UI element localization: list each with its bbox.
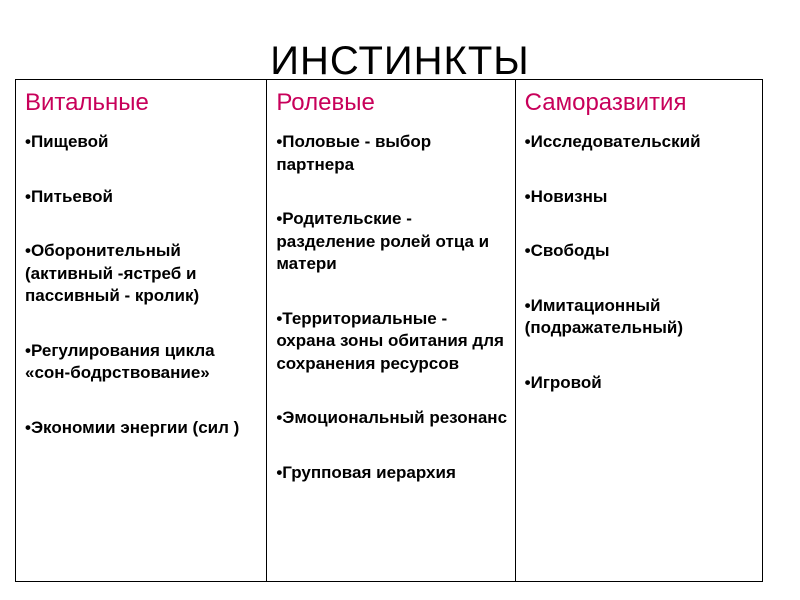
- bullet-icon: •: [524, 186, 531, 206]
- bullet-icon: •: [276, 408, 283, 427]
- list-item-text: Родительские - разделение ролей отца и матери: [276, 209, 490, 273]
- list-item: [276, 131, 514, 176]
- bullet-icon: •: [276, 209, 283, 228]
- list-item: [525, 240, 762, 263]
- list-item: [276, 308, 514, 376]
- list-item-text: Свободы: [530, 241, 610, 260]
- list-item-text: Территориальные - охрана зоны обитания для сохранения ресурсов: [276, 308, 504, 373]
- list-item-text: Регулирования цикла «сон-бодрствование»: [25, 340, 215, 382]
- bullet-icon: •: [276, 462, 283, 482]
- bullet-icon: •: [524, 295, 531, 315]
- list-item-text: Питьевой: [30, 186, 113, 206]
- bullet-icon: •: [25, 186, 31, 206]
- column-header-self-development: Саморазвития: [524, 89, 687, 116]
- list-item: [525, 186, 762, 209]
- bullet-icon: •: [25, 417, 31, 437]
- column-self-development: [515, 80, 762, 581]
- bullet-icon: •: [25, 241, 31, 260]
- list-item: [25, 186, 266, 209]
- list-item-text: Оборонительный (активный -ястреб и пассивный - кролик): [25, 241, 200, 305]
- list-item: [525, 131, 762, 154]
- list-item-text: Половые - выбор партнера: [276, 132, 432, 174]
- bullet-icon: •: [25, 340, 31, 360]
- column-header-vital: Витальные: [25, 89, 149, 116]
- bullet-icon: •: [25, 132, 31, 151]
- list-item-text: Групповая иерархия: [282, 462, 456, 482]
- list-item: [25, 240, 266, 308]
- column-header-role: Ролевые: [276, 89, 375, 116]
- vital-list: [25, 131, 266, 439]
- list-item: [25, 340, 266, 385]
- list-item-text: Имитационный (подражательный): [524, 295, 684, 337]
- list-item-text: Экономии энергии (сил ): [30, 417, 240, 437]
- list-item-text: Эмоциональный резонанс: [282, 408, 508, 427]
- bullet-icon: •: [524, 372, 531, 392]
- self-development-list: [525, 131, 762, 394]
- role-list: [276, 131, 514, 484]
- list-item: [276, 208, 514, 276]
- bullet-icon: •: [276, 308, 283, 328]
- list-item-text: Пищевой: [30, 132, 109, 151]
- list-item: [276, 462, 514, 485]
- column-vital: [16, 80, 266, 581]
- list-item-text: Новизны: [530, 186, 608, 206]
- bullet-icon: •: [524, 241, 531, 260]
- instincts-table: [15, 79, 763, 582]
- column-role: [266, 80, 514, 581]
- list-item: [525, 295, 762, 340]
- bullet-icon: •: [524, 132, 531, 151]
- bullet-icon: •: [276, 132, 283, 151]
- list-item-text: Игровой: [530, 372, 602, 392]
- list-item-text: Исследовательский: [530, 132, 701, 151]
- list-item: [25, 131, 266, 154]
- list-item: [25, 417, 266, 440]
- list-item: [276, 407, 514, 430]
- list-item: [525, 372, 762, 395]
- page-title: ИНСТИНКТЫ: [270, 39, 530, 83]
